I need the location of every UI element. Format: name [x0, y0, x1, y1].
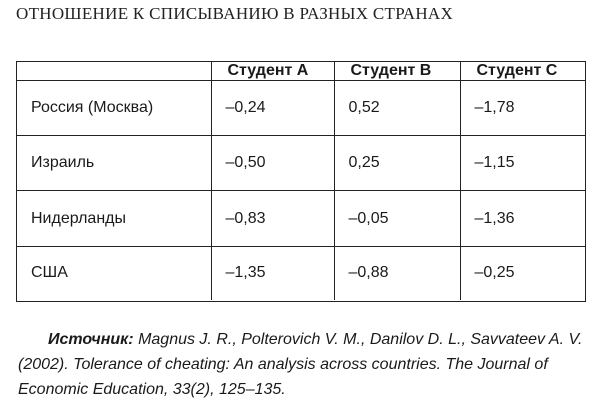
column-header-student-a: Студент A [211, 62, 334, 81]
table-cell: –0,05 [334, 191, 460, 246]
table-row [17, 246, 585, 300]
row-label-country: Израиль [17, 136, 211, 191]
table-row [17, 136, 585, 191]
data-table [17, 62, 585, 300]
table-cell: –0,24 [211, 81, 334, 136]
table-cell: 0,52 [334, 81, 460, 136]
table-cell: –1,78 [460, 81, 585, 136]
table-cell: –0,25 [460, 246, 585, 300]
row-label-country: США [17, 246, 211, 300]
column-header-empty [17, 62, 211, 81]
source-label: Источник: [48, 331, 134, 348]
table-cell: –1,36 [460, 191, 585, 246]
table-cell: –1,35 [211, 246, 334, 300]
table-cell: –1,15 [460, 136, 585, 191]
table-cell: –0,83 [211, 191, 334, 246]
table-cell: –0,88 [334, 246, 460, 300]
row-label-country: Россия (Москва) [17, 81, 211, 136]
column-header-student-c: Студент C [460, 62, 585, 81]
data-table-frame [16, 61, 586, 302]
column-header-student-b: Студент B [334, 62, 460, 81]
source-citation [18, 327, 588, 402]
table-cell: 0,25 [334, 136, 460, 191]
table-row [17, 81, 585, 136]
table-row [17, 191, 585, 246]
source-text: Magnus J. R., Polterovich V. M., Danilov D. L., Savvateev A. V. (2002). Tolerance of cheating: An analysis across countries. The Journal of Economic Education, 33(2), 125–135. [18, 331, 583, 398]
table-cell: –0,50 [211, 136, 334, 191]
table-header-row [17, 62, 585, 81]
page-title: ОТНОШЕНИЕ К СПИСЫВАНИЮ В РАЗНЫХ СТРАНАХ [16, 4, 454, 23]
row-label-country: Нидерланды [17, 191, 211, 246]
